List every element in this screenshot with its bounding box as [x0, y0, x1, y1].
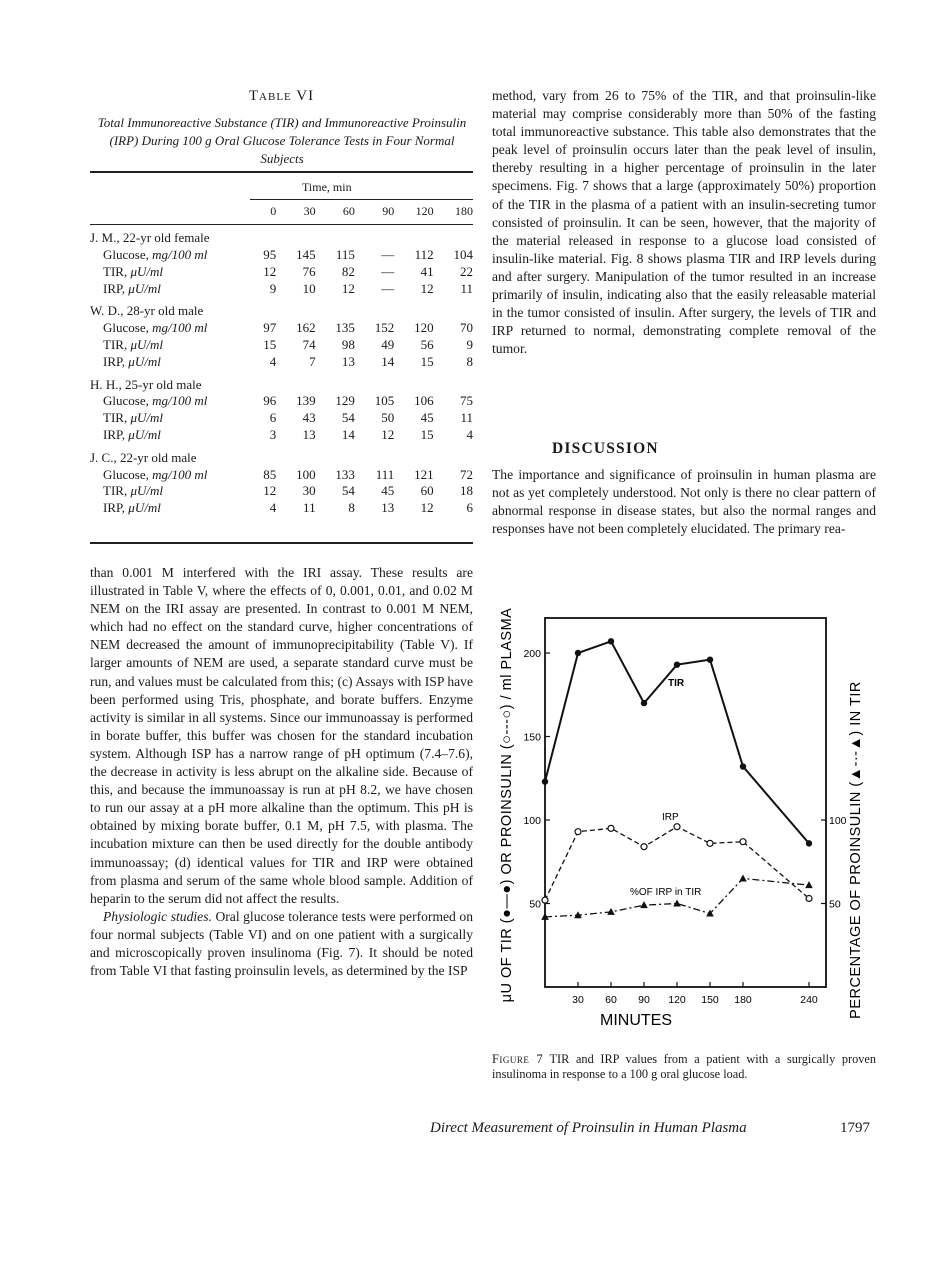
y-axis-label-left: μU OF TIR (●—●) OR PROINSULIN (○---○) / ml PLASMA [499, 607, 515, 1003]
table-cell: 18 [460, 483, 473, 499]
table-row [90, 483, 473, 500]
row-label: Glucose, mg/100 ml [103, 246, 208, 262]
x-tick-label: 180 [734, 994, 752, 1006]
table-cell: 54 [341, 483, 355, 499]
data-table [90, 203, 473, 517]
table-cell: 11 [460, 410, 473, 426]
subject-row [90, 449, 473, 466]
table-title: Table VI [248, 88, 315, 104]
table-cell: 11 [460, 280, 473, 296]
y-tick-label: 100 [523, 815, 541, 827]
table-cell: 14 [341, 426, 355, 442]
table-cell: 70 [460, 320, 473, 336]
y-tick-label: 200 [523, 648, 541, 660]
row-label: IRP, μU/ml [103, 500, 161, 516]
table-cell: 15 [420, 426, 434, 442]
row-label: IRP, μU/ml [103, 426, 161, 442]
table-row [90, 280, 473, 297]
table-row [90, 337, 473, 354]
table-cell: 30 [302, 483, 316, 499]
table-cell: — [381, 246, 395, 262]
x-tick-label: 150 [701, 994, 719, 1006]
data-point [740, 839, 746, 845]
table-cell: 22 [460, 263, 473, 279]
table-bottom-rule [90, 542, 473, 544]
run-in-heading: Physiologic studies. [103, 908, 212, 924]
row-label: TIR, μU/ml [103, 483, 163, 499]
row-label: Glucose, mg/100 ml [103, 393, 208, 409]
table-cell: 135 [335, 320, 355, 336]
table-cell: 10 [302, 280, 316, 296]
table-cell: 115 [335, 246, 355, 262]
table-cell: 6 [466, 500, 473, 516]
plot-frame [545, 618, 826, 987]
col-header: 90 [382, 203, 395, 218]
table-cell: 8 [466, 353, 473, 369]
data-point [607, 908, 615, 915]
table-cell: 76 [302, 263, 316, 279]
table-cell: 56 [420, 336, 434, 352]
row-label: IRP, μU/ml [103, 353, 161, 369]
table-row [90, 320, 473, 337]
x-tick-label: 240 [800, 994, 818, 1006]
row-label: TIR, μU/ml [103, 263, 163, 279]
table-cell: 139 [296, 393, 316, 409]
table-top-rule [90, 171, 473, 173]
table-cell: — [381, 263, 395, 279]
right-column-text [492, 87, 876, 358]
row-label: Glucose, mg/100 ml [103, 466, 208, 482]
row-label: TIR, μU/ml [103, 336, 163, 352]
section-heading: DISCUSSION [552, 440, 659, 457]
table-cell: 13 [302, 426, 316, 442]
col-header: 60 [342, 203, 355, 218]
table-cell: 60 [420, 483, 434, 499]
y-tick-label: 150 [523, 731, 541, 744]
subject-row [90, 230, 473, 247]
table-cell: 145 [296, 246, 316, 262]
subject-row [90, 376, 473, 393]
table-cell: 15 [420, 353, 434, 369]
figure-label: Figure 7 [492, 1052, 544, 1066]
data-point [806, 840, 812, 846]
table-cell: 41 [420, 263, 434, 279]
figure-7-chart [488, 578, 868, 1043]
table-cell: 120 [414, 320, 434, 336]
table-cell: 96 [263, 393, 277, 409]
table-cell: — [381, 280, 395, 296]
table-cell: 4 [466, 426, 473, 442]
table-cell: 45 [381, 483, 395, 499]
table-cell: 12 [263, 483, 277, 499]
table-row [90, 393, 473, 410]
y-right-tick-label: 50 [829, 898, 841, 911]
table-row [90, 427, 473, 444]
left-column-text [90, 564, 473, 980]
page-number: 1797 [840, 1120, 870, 1136]
y-axis-label-right: PERCENTAGE OF PROINSULIN (▲-·-▲) IN TIR [848, 681, 864, 1019]
table-cell: 12 [341, 280, 355, 296]
table-row [90, 353, 473, 370]
data-point [608, 825, 614, 831]
annotation-pct: %OF IRP in TIR [630, 887, 702, 898]
table-cell: 121 [414, 466, 434, 482]
table-cell: 4 [269, 353, 277, 369]
table-cell: 4 [269, 500, 277, 516]
data-point [641, 844, 647, 850]
table-cell: 9 [269, 280, 277, 296]
table-cell: 162 [296, 320, 316, 336]
y-right-tick-label: 100 [829, 815, 847, 827]
data-point [608, 638, 614, 644]
table-cell: 9 [466, 336, 473, 352]
figure-caption: Figure 7 TIR and IRP values from a patient with a surgically proven insulinoma in response to a 100 g oral glucose load. [492, 1052, 877, 1081]
table-cell: 129 [335, 393, 355, 409]
axes [523, 648, 846, 1006]
data-point [575, 650, 581, 656]
table-cell: 12 [420, 280, 434, 296]
time-header: Time, min [302, 180, 352, 194]
row-label: TIR, μU/ml [103, 410, 163, 426]
table-row [90, 500, 473, 517]
data-point [674, 661, 680, 667]
table-cell: 72 [460, 466, 473, 482]
table-cell: 13 [341, 353, 355, 369]
table-row [90, 263, 473, 280]
table-cell: 15 [263, 336, 277, 352]
data-point [707, 656, 713, 662]
row-label: Glucose, mg/100 ml [103, 320, 208, 336]
table-row [90, 247, 473, 264]
table-cell: 43 [302, 410, 316, 426]
table-cell: 100 [296, 466, 316, 482]
table-cell: 104 [453, 246, 473, 262]
table-cell: 95 [263, 246, 277, 262]
table-cell: 111 [375, 466, 395, 482]
table-cell: 74 [302, 336, 316, 352]
data-point [739, 874, 747, 881]
body-paragraph: The importance and significance of proinsulin in human plasma are not as yet completely understood. Not only is there no clear pattern of abnormal response in disease states, but also the normal ranges and responses have not been completely elucidated. The primary rea- [492, 467, 876, 537]
subject-name: H. H., 25-yr old male [90, 376, 202, 392]
x-axis-label: MINUTES [600, 1012, 672, 1029]
annotation-tir: TIR [668, 678, 685, 689]
annotation-irp: IRP [662, 812, 679, 823]
col-header: 0 [270, 203, 277, 218]
table-cell: 152 [374, 320, 395, 336]
table-cell: 106 [414, 393, 434, 409]
table-cell: 12 [263, 263, 277, 279]
table-row [90, 466, 473, 483]
table-cell: 82 [341, 263, 355, 279]
data-point [542, 897, 548, 903]
table-cell: 97 [263, 320, 277, 336]
subject-row [90, 303, 473, 320]
x-tick-label: 60 [605, 994, 617, 1006]
table-cell: 49 [381, 336, 395, 352]
col-header: 120 [415, 203, 434, 218]
table-cell: 7 [309, 353, 316, 369]
subject-name: J. C., 22-yr old male [90, 449, 197, 465]
y-tick-label: 50 [529, 898, 541, 911]
table-cell: 12 [420, 500, 434, 516]
data-point [806, 895, 812, 901]
table-cell: 12 [381, 426, 395, 442]
table-cell: 75 [460, 393, 473, 409]
body-paragraph: than 0.001 M interfered with the IRI assay. These results are illustrated in Table V, where the effects of 0, 0.001, 0.01, and 0.02 M NEM on the IRI assay are presented. In contrast to 0.001 M NEM, which had no effect on the standard curve, higher concentrations of NEM decreased the amount of immunoprecipitability (Table V). If larger amounts of NEM are used, a separate standard curve must be run, and values must be calculated from this; (c) Assays with ISP have been performed using Tris, phosphate, and borate buffers. Enzyme activity is similar in all systems. Since our immunoassay is performed in borate buffer, this buffer was chosen for the standard incubation system. Although ISP has a narrow range of pH optimum (7.4–7.6), the decrease in activity is less abrupt on the alkaline side. Because of this, and because the immunoassay is run at pH 8.2, we have chosen to run our assay at a pH more alkaline than the optimum. This pH is obtained by mixing borate buffer, 0.1 M, pH 7.5, with plasma. The incubation mixture can then be used directly for the double antibody immunoassay; (d) identical values for TIR and IRP were obtained from plasma and serum of the same whole blood sample. Addition of heparin to the serum did not affect the results. [90, 565, 473, 906]
data-point [542, 778, 548, 784]
data-point [707, 840, 713, 846]
time-header-rule [250, 199, 473, 200]
page-footer [430, 1120, 876, 1137]
running-title: Direct Measurement of Proinsulin in Human Plasma [430, 1120, 747, 1136]
data-point [575, 829, 581, 835]
subject-name: W. D., 28-yr old male [90, 303, 204, 319]
col-header: 30 [303, 203, 316, 218]
data-point [641, 700, 647, 706]
body-paragraph: Physiologic studies. Oral glucose tolerance tests were performed on four normal subjects (Table VI) and on one patient with a surgically and microscopically proven insulinoma (Fig. 7). It should be noted from Table VI that fasting proinsulin levels, as determined by the ISP [90, 908, 473, 979]
table-cell: 54 [341, 410, 355, 426]
table-cell: 45 [420, 410, 434, 426]
table-cell: 3 [269, 426, 277, 442]
data-point [805, 881, 813, 888]
data-point [674, 824, 680, 830]
x-tick-label: 90 [638, 994, 650, 1006]
col-header: 180 [455, 203, 473, 218]
table-cell: 133 [335, 466, 355, 482]
x-tick-label: 30 [572, 994, 584, 1006]
table-caption: Total Immunoreactive Substance (TIR) and Immunoreactive Proinsulin (IRP) During 100 g Oral Glucose Tolerance Tests in Four Normal Subjects [97, 115, 467, 166]
table-cell: 85 [263, 466, 277, 482]
table-cell: 112 [414, 246, 434, 262]
table-cell: 6 [269, 410, 277, 426]
table-cell: 14 [381, 353, 395, 369]
table-cell: 105 [374, 393, 395, 409]
row-label: IRP, μU/ml [103, 280, 161, 296]
table-cell: 98 [341, 336, 355, 352]
right-column-text-2 [492, 466, 876, 538]
table-row [90, 410, 473, 427]
data-point [740, 763, 746, 769]
table-cell: 50 [381, 410, 395, 426]
data-point [640, 901, 648, 908]
table-cell: 11 [303, 500, 316, 516]
body-paragraph: method, vary from 26 to 75% of the TIR, and that proinsulin-like material may comprise considerably more than 50% of the fasting total immunoreactive substance. This table also demonstrates that the peak level of proinsulin occurs later than the peak level of insulin, thereby resulting in a higher percentage of proinsulin in the later specimens. Fig. 7 shows that a large (approximately 50%) proportion of the TIR in the plasma of a patient with an insulin-secreting tumor consisted of proinsulin. It can be seen, however, that the majority of the material released in response to a glucose load consisted of insulin-like material. Fig. 8 shows plasma TIR and IRP levels during and after surgery. Manipulation of the tumor resulted in an increase primarily of insulin, indicating also that the easily releasable material in the tumor consisted of insulin. After surgery, the levels of TIR and IRP returned to normal, demonstrating complete removal of the tumor. [492, 88, 876, 357]
table-cell: 13 [381, 500, 395, 516]
subject-name: J. M., 22-yr old female [90, 230, 210, 246]
column-header-row [90, 203, 473, 220]
x-tick-label: 120 [668, 994, 686, 1006]
table-cell: 8 [348, 500, 355, 516]
